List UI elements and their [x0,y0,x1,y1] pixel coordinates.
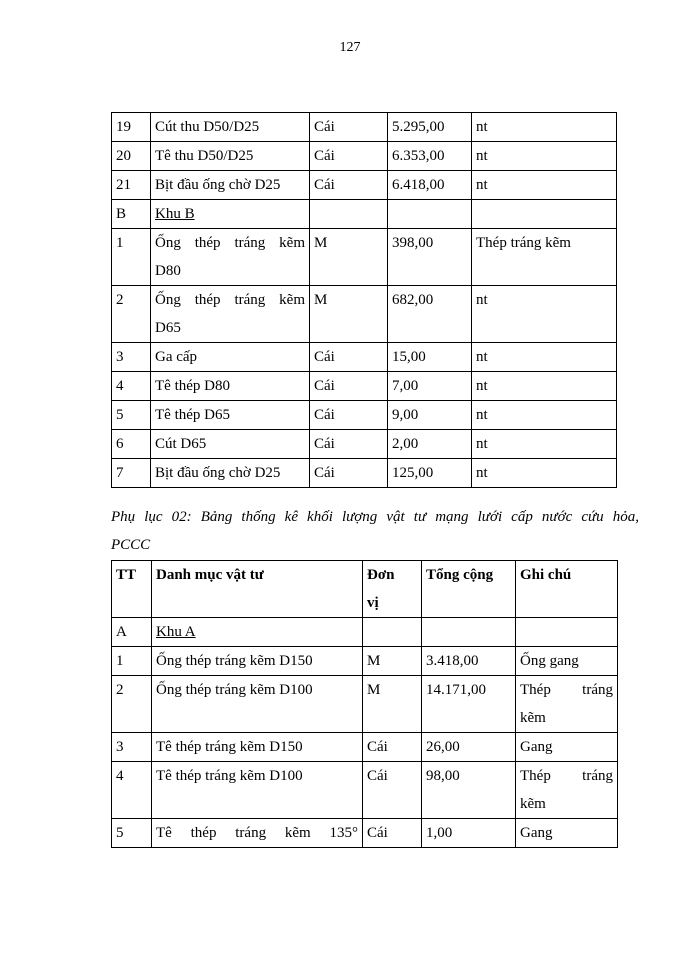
item-name-line: Ống thép tráng kẽm [155,292,305,308]
row-index: 1 [112,647,152,676]
item-note: nt [472,459,617,488]
item-note [472,200,617,229]
page-number: 127 [339,40,361,55]
item-quantity: 14.171,00 [422,676,516,733]
item-note-line: Thép tráng [520,768,613,784]
item-unit: Cái [363,762,422,819]
item-note: Gang [516,819,618,848]
fire-water-materials-table [111,560,618,848]
item-unit: Cái [310,343,388,372]
item-unit: M [310,286,388,343]
item-unit: Cái [310,430,388,459]
item-unit: Cái [310,372,388,401]
header-name: Danh mục vật tư [152,561,363,618]
row-index: 1 [112,229,151,286]
item-name-line: D65 [155,320,181,336]
table-row [112,430,617,459]
item-note: Gang [516,733,618,762]
item-name: Cút thu D50/D25 [151,113,310,142]
item-unit: Cái [363,733,422,762]
item-quantity [388,200,472,229]
item-note: nt [472,401,617,430]
section-title-text: Khu B [155,206,195,222]
table-header-row [112,561,618,618]
item-note: nt [472,113,617,142]
item-quantity: 2,00 [388,430,472,459]
item-unit: Cái [310,401,388,430]
item-quantity: 7,00 [388,372,472,401]
header-total: Tổng cộng [422,561,516,618]
caption-line: PCCC [111,537,151,553]
table-row [112,819,618,848]
item-name: Bịt đầu ống chờ D25 [151,459,310,488]
item-unit: M [310,229,388,286]
item-quantity [422,618,516,647]
item-quantity: 98,00 [422,762,516,819]
item-name-line: D80 [155,263,181,279]
item-unit: Cái [310,113,388,142]
item-quantity: 6.418,00 [388,171,472,200]
item-quantity: 682,00 [388,286,472,343]
table-row [112,286,617,343]
table-row [112,142,617,171]
item-unit: Cái [363,819,422,848]
item-quantity: 6.353,00 [388,142,472,171]
section-index: B [112,200,151,229]
section-row [112,200,617,229]
item-name: Tê thép D80 [151,372,310,401]
item-unit [310,200,388,229]
item-note-line: Thép tráng [520,682,613,698]
table-row [112,459,617,488]
item-note: nt [472,430,617,459]
item-name: Tê thu D50/D25 [151,142,310,171]
item-note-line: kẽm [520,710,546,726]
item-quantity: 1,00 [422,819,516,848]
item-name: Cút D65 [151,430,310,459]
item-unit: M [363,676,422,733]
item-note [516,618,618,647]
item-note: nt [472,372,617,401]
row-index: 3 [112,733,152,762]
header-unit-line: Đơn [367,567,395,583]
header-tt: TT [112,561,152,618]
row-index: 7 [112,459,151,488]
section-title [151,200,310,229]
item-quantity: 26,00 [422,733,516,762]
item-name: Tê thép D65 [151,401,310,430]
row-index: 19 [112,113,151,142]
row-index: 3 [112,343,151,372]
table-row [112,401,617,430]
item-name: Bịt đầu ống chờ D25 [151,171,310,200]
table-row [112,171,617,200]
item-note: nt [472,171,617,200]
item-note-line: kẽm [520,796,546,812]
materials-table-continued [111,112,617,488]
item-unit: Cái [310,171,388,200]
row-index: 4 [112,762,152,819]
table-row [112,647,618,676]
item-unit: Cái [310,459,388,488]
header-unit [363,561,422,618]
item-name: Ống thép tráng kẽm D100 [152,676,363,733]
item-note [516,762,618,819]
item-name-line: Tê thép tráng kẽm 135° [156,825,358,841]
row-index: 20 [112,142,151,171]
item-quantity: 3.418,00 [422,647,516,676]
row-index: 4 [112,372,151,401]
item-unit: Cái [310,142,388,171]
caption-line: Phụ lục 02: Bảng thống kê khối lượng vật tư mạng lưới cấp nước cứu hỏa, [111,509,639,525]
section-title [152,618,363,647]
item-quantity: 5.295,00 [388,113,472,142]
item-name: Tê thép tráng kẽm D150 [152,733,363,762]
row-index: 21 [112,171,151,200]
row-index: 6 [112,430,151,459]
item-note: nt [472,343,617,372]
row-index: 2 [112,286,151,343]
item-unit [363,618,422,647]
item-note: Ống gang [516,647,618,676]
table-row [112,676,618,733]
table-row [112,113,617,142]
item-note [516,676,618,733]
item-name: Tê thép tráng kẽm D100 [152,762,363,819]
table-row [112,372,617,401]
section-title-text: Khu A [156,624,196,640]
item-note: nt [472,286,617,343]
table-row [112,762,618,819]
row-index: 2 [112,676,152,733]
section-row [112,618,618,647]
item-name [151,229,310,286]
header-note: Ghi chú [516,561,618,618]
item-note: Thép tráng kẽm [472,229,617,286]
row-index: 5 [112,401,151,430]
item-quantity: 9,00 [388,401,472,430]
item-note: nt [472,142,617,171]
item-quantity: 125,00 [388,459,472,488]
table-row [112,733,618,762]
item-quantity: 15,00 [388,343,472,372]
row-index: 5 [112,819,152,848]
table-row [112,229,617,286]
section-index: A [112,618,152,647]
table-caption [111,503,639,559]
item-name [152,819,363,848]
item-name [151,286,310,343]
item-unit: M [363,647,422,676]
item-quantity: 398,00 [388,229,472,286]
header-unit-line: vị [367,595,379,611]
item-name-line: Ống thép tráng kẽm [155,235,305,251]
item-name: Ga cấp [151,343,310,372]
table-row [112,343,617,372]
item-name: Ống thép tráng kẽm D150 [152,647,363,676]
